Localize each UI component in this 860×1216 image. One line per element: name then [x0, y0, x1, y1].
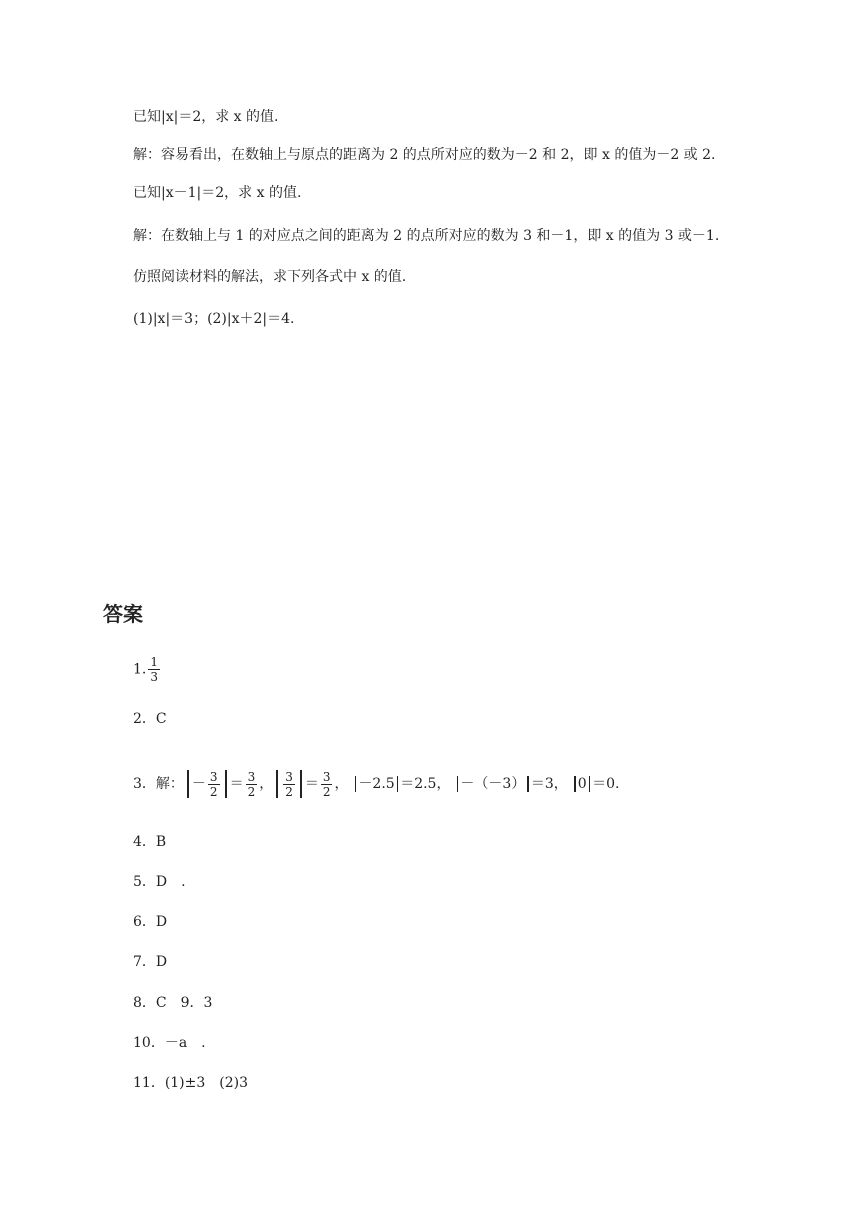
abs-bar — [397, 776, 399, 792]
answer-3-prefix: 3．解： — [133, 776, 184, 792]
problem-line-2: 解：容易看出，在数轴上与原点的距离为 2 的点所对应的数为－2 和 2，即 x 的值为－2 或 2. — [133, 147, 716, 163]
separator: ， — [334, 776, 349, 792]
abs-content: －2.5 — [358, 776, 395, 792]
abs-result: ＝0. — [592, 776, 620, 792]
fraction-denominator: 2 — [322, 784, 331, 799]
abs-bar — [276, 770, 278, 798]
problem-line-3: 已知|x－1|＝2，求 x 的值. — [133, 185, 302, 201]
abs-bar — [574, 776, 576, 792]
abs-bar — [457, 776, 459, 792]
answer-11: 11．(1)±3 (2)3 — [133, 1075, 249, 1091]
fraction — [208, 770, 220, 799]
abs-bar — [187, 770, 189, 798]
fraction-numerator: 3 — [247, 769, 256, 784]
answer-8-9: 8．C 9．3 — [133, 995, 213, 1011]
abs-bar — [300, 770, 302, 798]
answer-3 — [133, 769, 620, 799]
separator: ， — [259, 776, 274, 792]
fraction-denominator: 3 — [150, 670, 158, 684]
fraction-denominator: 2 — [247, 784, 256, 799]
fraction — [321, 770, 333, 799]
fraction-numerator: 3 — [322, 769, 331, 784]
problem-line-1: 已知|x|＝2，求 x 的值. — [133, 109, 279, 125]
abs-result: ＝2.5， — [400, 776, 451, 792]
answer-7: 7．D — [133, 954, 168, 970]
answer-1-fraction — [148, 655, 160, 684]
answer-1 — [133, 655, 162, 684]
answer-1-prefix: 1. — [133, 661, 147, 678]
fraction-numerator: 3 — [285, 769, 293, 784]
answers-heading: 答案 — [103, 602, 143, 626]
fraction — [246, 770, 258, 799]
fraction-denominator: 2 — [285, 784, 293, 799]
answer-5: 5．D . — [133, 874, 186, 890]
abs-bar — [225, 770, 227, 798]
fraction-numerator: 1 — [150, 655, 158, 669]
abs-content: －（－3） — [460, 776, 526, 792]
problem-line-4: 解：在数轴上与 1 的对应点之间的距离为 2 的点所对应的数为 3 和－1，即 x 的值为 3 或－1. — [133, 228, 720, 244]
answer-6: 6．D — [133, 914, 168, 930]
answer-2: 2．C — [133, 711, 167, 727]
abs-content: 0 — [577, 776, 587, 792]
minus-sign: － — [191, 776, 206, 792]
equals: ＝ — [304, 776, 319, 792]
fraction — [283, 770, 295, 799]
abs-result: ＝3， — [530, 776, 568, 792]
fraction-denominator: 2 — [209, 784, 218, 799]
abs-bar — [527, 776, 529, 792]
abs-bar — [355, 776, 357, 792]
equals: ＝ — [229, 776, 244, 792]
answer-10: 10．－a . — [133, 1035, 206, 1051]
answer-4: 4．B — [133, 834, 167, 850]
problem-line-6: (1)|x|＝3；(2)|x＋2|＝4. — [133, 311, 295, 327]
problem-line-5: 仿照阅读材料的解法，求下列各式中 x 的值. — [133, 269, 407, 285]
abs-bar — [589, 776, 591, 792]
fraction-numerator: 3 — [209, 769, 218, 784]
